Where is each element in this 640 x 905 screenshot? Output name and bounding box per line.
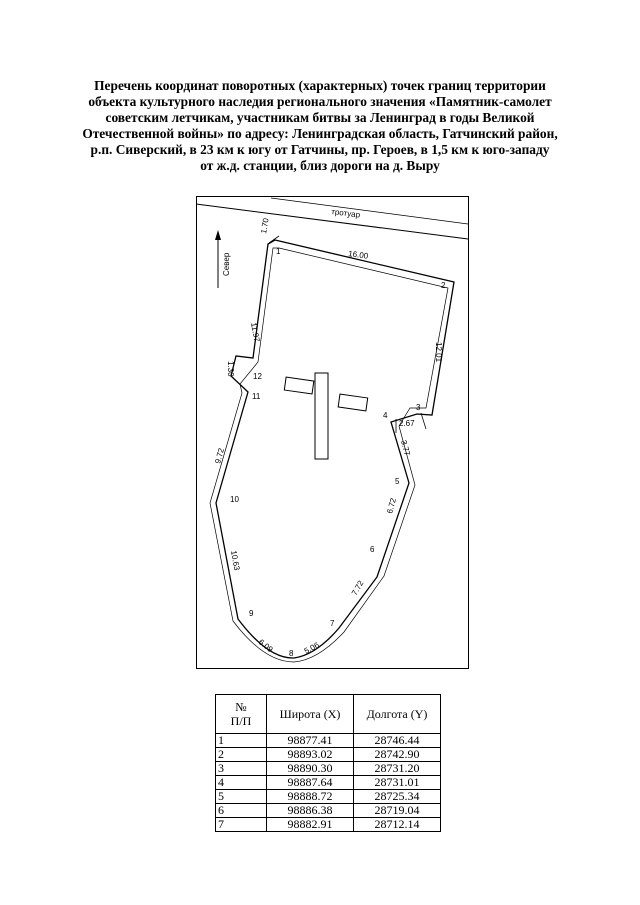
segment-label: 2.67 — [399, 419, 415, 428]
column-header-latitude: Широта (X) — [267, 695, 354, 734]
tick-mark — [421, 413, 426, 429]
header-no-line1: № — [235, 700, 247, 714]
header-no-line2: П/П — [230, 714, 252, 728]
segment-label: 7.72 — [349, 579, 366, 597]
point-label: 10 — [230, 495, 239, 504]
site-plan-drawing — [196, 196, 469, 669]
table-row — [216, 790, 441, 804]
point-label: 3 — [416, 403, 421, 412]
cell-longitude: 28731.01 — [354, 776, 441, 790]
monument-wing — [338, 394, 368, 411]
north-arrow-icon — [215, 230, 221, 288]
cell-number: 2 — [216, 748, 267, 762]
segment-label: 12.01 — [434, 342, 443, 363]
site-plan — [196, 196, 469, 669]
cell-number: 1 — [216, 734, 267, 748]
point-label: 4 — [383, 411, 388, 420]
title-line: Отечественной войны» по адресу: Ленинградская область, Гатчинский район, — [82, 126, 558, 141]
point-label: 1 — [276, 247, 281, 256]
document-title — [60, 78, 580, 174]
cell-longitude: 28712.14 — [354, 818, 441, 832]
title-line: Перечень координат поворотных (характерных) точек границ территории — [94, 78, 546, 93]
point-label: 9 — [249, 609, 254, 618]
title-line: объекта культурного наследия регионального значения «Памятник-самолет — [88, 94, 552, 109]
table-row — [216, 776, 441, 790]
cell-longitude: 28731.20 — [354, 762, 441, 776]
monument-fuselage — [315, 373, 328, 459]
segment-label: 1.30 — [226, 361, 235, 377]
segment-label: 3.77 — [399, 439, 412, 457]
point-label: 12 — [253, 372, 262, 381]
point-label: 2 — [441, 281, 446, 290]
segment-label: 10.63 — [229, 549, 242, 572]
cell-number: 5 — [216, 790, 267, 804]
segment-label: 16.00 — [347, 249, 369, 261]
north-label: Север — [222, 252, 231, 276]
point-label: 5 — [395, 477, 400, 486]
cell-latitude: 98893.02 — [267, 748, 354, 762]
title-line: советским летчикам, участникам битвы за Ленинград в годы Великой — [105, 110, 535, 125]
cell-longitude: 28742.90 — [354, 748, 441, 762]
sidewalk-line — [271, 198, 468, 224]
coordinates-table — [215, 694, 441, 832]
segment-label: 9.72 — [213, 447, 226, 465]
boundary-outline — [216, 240, 454, 658]
title-line: р.п. Сиверский, в 23 км к югу от Гатчины, пр. Героев, в 1,5 км к юго-западу — [90, 142, 550, 157]
cell-longitude: 28746.44 — [354, 734, 441, 748]
cell-latitude: 98877.41 — [267, 734, 354, 748]
segment-label: 6.72 — [385, 497, 398, 515]
plan-frame — [197, 197, 469, 669]
table-row — [216, 804, 441, 818]
segment-label: 1.70 — [259, 217, 271, 235]
cell-latitude: 98887.64 — [267, 776, 354, 790]
cell-number: 7 — [216, 818, 267, 832]
point-label: 6 — [370, 545, 375, 554]
cell-number: 6 — [216, 804, 267, 818]
table-header-row — [216, 695, 441, 734]
column-header-number — [216, 695, 267, 734]
cell-longitude: 28725.34 — [354, 790, 441, 804]
tick-mark — [269, 236, 279, 243]
segment-label: 11.97 — [249, 321, 262, 343]
table-row — [216, 734, 441, 748]
monument-wing — [284, 377, 314, 394]
cell-latitude: 98890.30 — [267, 762, 354, 776]
cell-latitude: 98888.72 — [267, 790, 354, 804]
point-label: 7 — [330, 619, 335, 628]
cell-longitude: 28719.04 — [354, 804, 441, 818]
cell-number: 4 — [216, 776, 267, 790]
column-header-longitude: Долгота (Y) — [354, 695, 441, 734]
segment-label: 5.06 — [302, 640, 321, 656]
boundary-inner-line — [210, 248, 448, 662]
cell-number: 3 — [216, 762, 267, 776]
table-row — [216, 762, 441, 776]
segment-label: 6.09 — [256, 637, 275, 655]
point-label: 11 — [252, 392, 261, 401]
cell-latitude: 98882.91 — [267, 818, 354, 832]
table-row — [216, 748, 441, 762]
point-label: 8 — [289, 649, 294, 658]
cell-latitude: 98886.38 — [267, 804, 354, 818]
table-row — [216, 818, 441, 832]
title-line: от ж.д. станции, близ дороги на д. Выру — [200, 158, 440, 173]
sidewalk-label: тротуар — [330, 207, 361, 220]
